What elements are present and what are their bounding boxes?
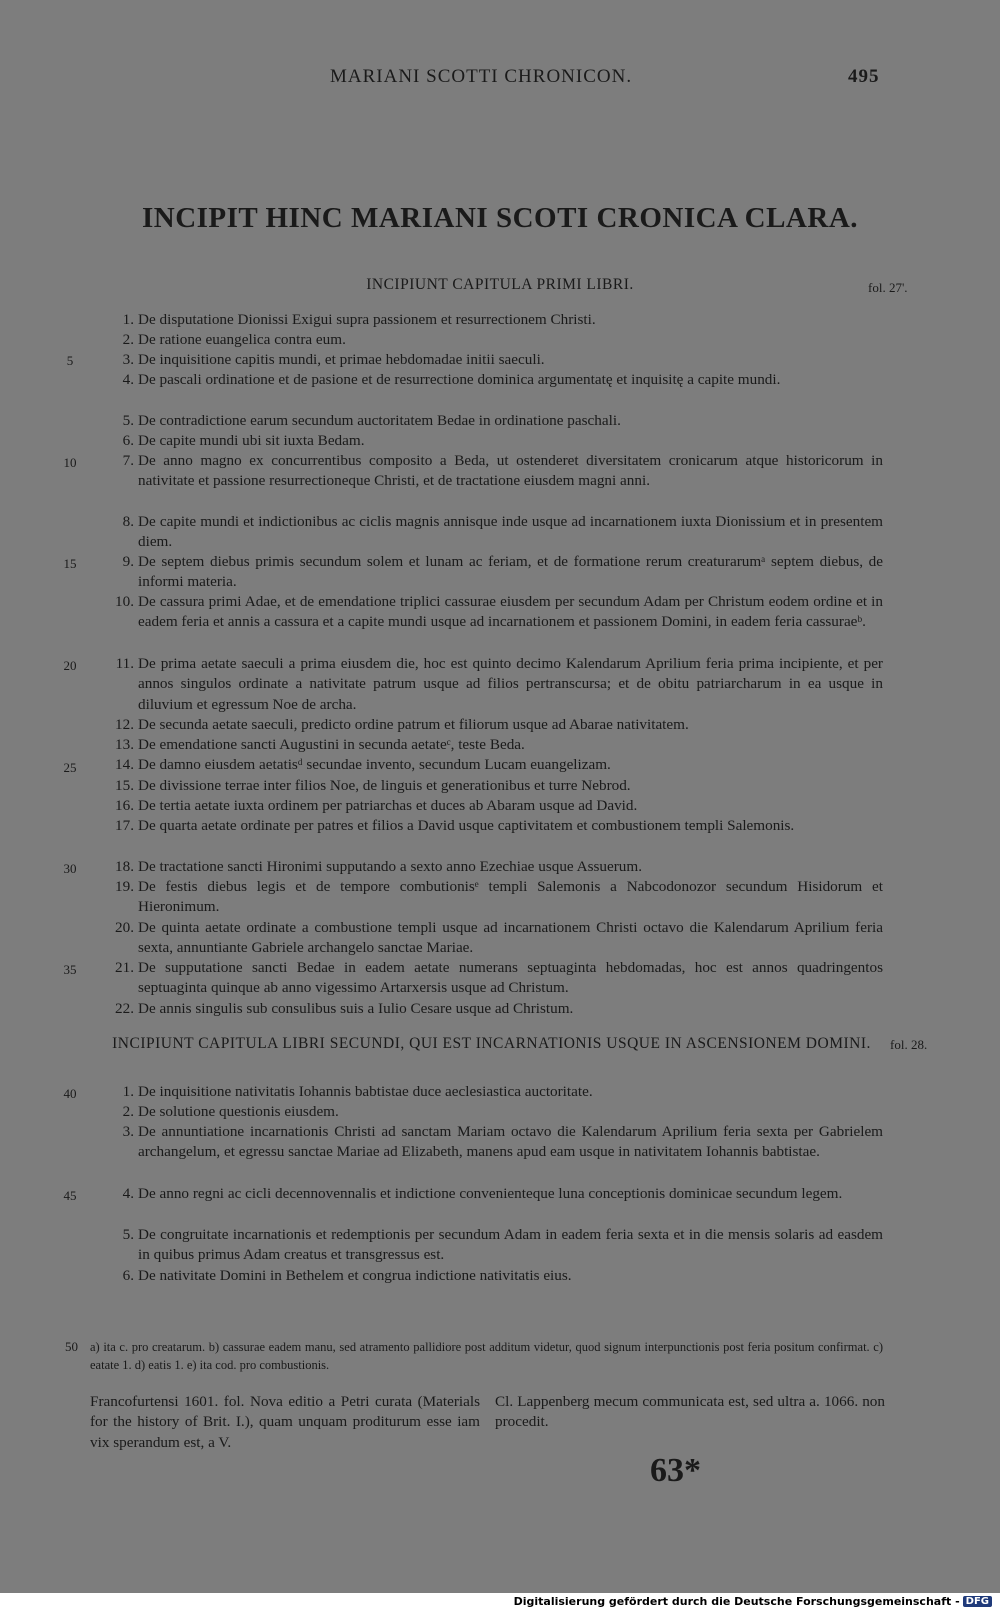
page-number: 495 xyxy=(848,66,880,87)
list-item: 13. De emendatione sancti Augustini in secunda aetateᶜ, teste Beda. xyxy=(115,736,525,753)
list-item: 6. De capite mundi ubi sit iuxta Bedam. xyxy=(122,432,365,449)
line-number: 45 xyxy=(63,1188,77,1203)
book2-folio: fol. 28. xyxy=(890,1037,928,1052)
list-item: 21. De supputatione sancti Bedae in eadem aetate numerans septuaginta hebdomadas, hoc est annos quadringentos septuaginta quinque ab anno vigessimo Artarxersis usque ad Christum. xyxy=(115,959,883,997)
list-item: 5. De congruitate incarnationis et redemptionis per secundum Adam in eadem feria sexta et in die mensis solaris ad easdem in quibus primus Adam creatus et transgressus est. xyxy=(122,1226,883,1264)
line-number: 10 xyxy=(63,455,77,470)
list-item: 2. De ratione euangelica contra eum. xyxy=(122,331,346,348)
footnotes xyxy=(65,1338,883,1374)
list-item: 7. De anno magno ex concurrentibus composito a Beda, ut ostenderet diversitatem cronicarum atque historicorum in nativitate et passione resurrectioneque Christi, et de tractatione eiusdem magni anni. xyxy=(122,452,883,490)
list-item: 8. De capite mundi et indictionibus ac ciclis magnis annisque inde usque ad incarnationem iuxta Dionissium et in presentem diem. xyxy=(122,513,883,551)
bottom-left-column: Francofurtensi 1601. fol. Nova editio a Petri curata (Materials for the history of Brit. I.), quam unquam proditurum esse iam vix sperandum est, a V. xyxy=(90,1393,480,1451)
running-title: MARIANI SCOTTI CHRONICON. xyxy=(330,66,633,87)
signature-mark: 63* xyxy=(650,1452,701,1489)
line-number: 35 xyxy=(63,962,77,977)
list-item: 18. De tractatione sancti Hironimi supputando a sexto anno Ezechiae usque Assuerum. xyxy=(115,858,642,875)
list-item: 17. De quarta aetate ordinate per patres et filios a David usque captivitatem et combustionem templi Salemonis. xyxy=(115,817,795,834)
list-item: 9. De septem diebus primis secundum solem et lunam ac feriam, et de formatione rerum creaturarumᵃ septem diebus, de informi materia. xyxy=(122,553,883,591)
footnote-text: a) ita c. pro creatarum. b) cassurae eadem manu, sed atramento pallidiore post additum videtur, quod signum interpunctionis post feria positum confirmat. c) eatate 1. d) eatis 1. e) ita cod. pro combustionis. xyxy=(90,1340,883,1372)
book1-folio: fol. 27'. xyxy=(868,280,908,295)
list-item: 4. De pascali ordinatione et de pasione et de resurrectione dominica argumentatę et inquisitę a capite mundi. xyxy=(122,371,781,388)
book2-heading: INCIPIUNT CAPITULA LIBRI SECUNDI, QUI EST INCARNATIONIS USQUE IN ASCENSIONEM DOMINI. xyxy=(112,1035,871,1052)
line-number: 25 xyxy=(63,760,77,775)
line-number: 5 xyxy=(66,353,74,368)
line-number: 15 xyxy=(63,556,77,571)
list-item: 15. De divissione terrae inter filios Noe, de linguis et generationibus et turre Nebrod. xyxy=(115,777,631,794)
list-item: 16. De tertia aetate iuxta ordinem per patriarchas et duces ab Abaram usque ad David. xyxy=(115,797,638,814)
list-item: 20. De quinta aetate ordinate a combustione templi usque ad incarnationem Christi octavo die Kalendarum Aprilium feria sexta, annuntiante Gabriele archangelo sanctae Mariae. xyxy=(115,919,883,957)
list-item: 6. De nativitate Domini in Bethelem et congrua indictione nativitatis eius. xyxy=(122,1267,572,1284)
list-item: 19. De festis diebus legis et de tempore combutionisᵉ templi Salemonis a Nabcodonozor secundum Hisidorum et Hieronimum. xyxy=(115,878,883,916)
list-item: 12. De secunda aetate saeculi, predicto ordine patrum et filiorum usque ad Abarae nativitatem. xyxy=(115,716,689,733)
list-item: 10. De cassura primi Adae, et de emendatione triplici cassurae eiusdem per secundum Adam per Christum eodem ordine et in eadem feria et annis a cassura et a capite mundi usque ad incarnationem et passionem Domini, in eadem feria cassuraeᵇ. xyxy=(115,593,883,631)
digitization-footer xyxy=(514,1595,992,1608)
list-item: 14. De damno eiusdem aetatisᵈ secundae invento, secundum Lucam euangelizam. xyxy=(115,756,611,773)
line-number: 50 xyxy=(65,1339,78,1354)
line-number: 30 xyxy=(63,861,77,876)
list-item: 5. De contradictione earum secundum auctoritatem Bedae in ordinatione paschali. xyxy=(122,412,621,429)
dfg-logo: DFG xyxy=(963,1596,992,1607)
list-item: 1. De inquisitione nativitatis Iohannis babtistae duce aeclesiastica auctoritate. xyxy=(122,1083,593,1100)
list-item: 1. De disputatione Dionissi Exigui supra passionem et resurrectionem Christi. xyxy=(122,311,596,328)
bottom-right-column: Cl. Lappenberg mecum communicata est, sed ultra a. 1066. non procedit. xyxy=(495,1393,885,1431)
main-title: INCIPIT HINC MARIANI SCOTI CRONICA CLARA. xyxy=(141,202,859,234)
list-item: 3. De annuntiatione incarnationis Christi ad sanctam Mariam octavo die Kalendarum Aprilium feria sexta per Gabrielem archangelum, et egressu sanctae Mariae ad Elizabeth, manens apud eam usque in nativitatem Iohannis babtistae. xyxy=(122,1123,883,1161)
list-item: 3. De inquisitione capitis mundi, et primae hebdomadae initii saeculi. xyxy=(122,351,545,368)
list-item: 2. De solutione questionis eiusdem. xyxy=(122,1103,339,1120)
line-number: 20 xyxy=(63,658,77,673)
list-item: 4. De anno regni ac cicli decennovennalis et indictione convenienteque luna conceptionis dominicae secundum legem. xyxy=(122,1185,843,1202)
list-item: 22. De annis singulis sub consulibus suis a Iulio Cesare usque ad Christum. xyxy=(115,1000,574,1017)
line-number: 40 xyxy=(63,1086,77,1101)
footer-text: Digitalisierung gefördert durch die Deutsche Forschungsgemeinschaft - xyxy=(513,1595,960,1608)
list-item: 11. De prima aetate saeculi a prima eiusdem die, hoc est quinto decimo Kalendarum Aprilium feria prima incipiente, et per annos singulos ordinate a nativitate patrum usque ad filios pertranscursa; et de obitu patriarcharum in ea usque in diluvium et egressum Noe de archa. xyxy=(115,655,883,713)
book1-heading: INCIPIUNT CAPITULA PRIMI LIBRI. xyxy=(366,276,634,293)
